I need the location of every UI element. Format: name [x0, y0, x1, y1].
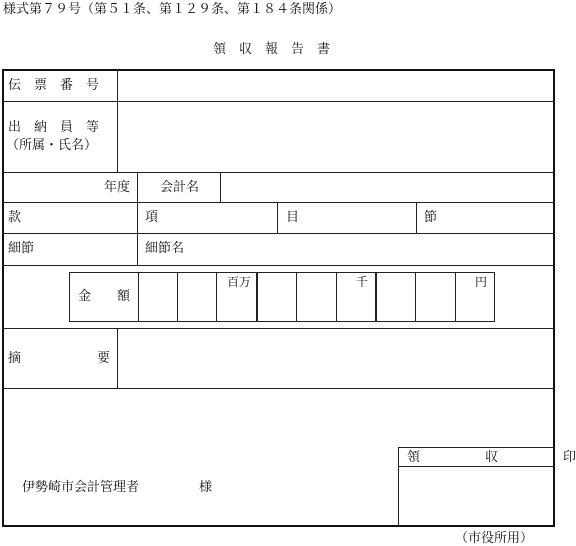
page-title: 領 収 報 告 書 — [213, 42, 331, 57]
form-number: 様式第７９号（第５１条、第１２９条、第１８４条関係） — [3, 2, 342, 17]
saisetsu-label: 細節 — [8, 241, 35, 256]
kou-label: 項 — [145, 210, 159, 225]
account-name-divider — [220, 172, 221, 202]
amount-group-divider — [256, 272, 258, 322]
row-divider — [2, 101, 555, 102]
saisetsu-name-label: 細節名 — [145, 241, 185, 256]
honorific-text: 様 — [199, 480, 213, 495]
row-divider — [2, 328, 555, 329]
fiscal-year-divider — [137, 172, 138, 202]
row-divider — [2, 202, 555, 203]
amount-digit-divider — [216, 272, 217, 322]
moku-label: 目 — [286, 210, 300, 225]
amount-digit-divider — [455, 272, 456, 322]
addressee-text: 伊勢崎市会計管理者 — [22, 480, 140, 495]
amount-digit-divider — [177, 272, 178, 322]
fiscal-year-label: 年度 — [104, 180, 131, 195]
summary-field[interactable] — [119, 330, 553, 387]
amount-digit-divider — [336, 272, 337, 322]
row-divider — [2, 388, 555, 389]
amount-digit-divider — [138, 272, 139, 322]
kou-divider — [277, 202, 278, 233]
seal-box-left — [398, 447, 399, 527]
payer-label-line2: （所属・氏名） — [6, 138, 98, 153]
amount-digit-divider — [296, 272, 297, 322]
account-name-field[interactable] — [222, 174, 553, 201]
row-divider — [2, 172, 555, 173]
kan-label: 款 — [8, 210, 22, 225]
slip-number-label: 伝 票 番 号 — [8, 78, 100, 93]
account-name-label: 会計名 — [160, 180, 200, 195]
summary-label-right: 要 — [97, 351, 111, 366]
seal-label: 領 収 印 — [407, 450, 576, 465]
seal-box-divider — [398, 466, 555, 467]
row-divider — [2, 265, 555, 266]
row-divider — [2, 233, 555, 234]
amount-digit-divider — [415, 272, 416, 322]
setsu-label: 節 — [424, 210, 438, 225]
label-column-divider — [117, 328, 118, 388]
unit-million-label: 百万 — [227, 275, 252, 289]
amount-box — [69, 272, 495, 322]
seal-area[interactable] — [400, 468, 553, 525]
summary-label-left: 摘 — [8, 351, 22, 366]
kan-divider — [137, 202, 138, 265]
unit-yen-label: 円 — [475, 275, 488, 289]
fiscal-year-field[interactable] — [4, 174, 100, 201]
usage-note: （市役所用） — [455, 531, 534, 546]
amount-label: 金 額 — [78, 289, 131, 304]
moku-divider — [416, 202, 417, 233]
amount-group-divider — [375, 272, 377, 322]
label-column-divider — [117, 69, 118, 172]
payer-label-line1: 出 納 員 等 — [8, 120, 100, 135]
payer-field[interactable] — [119, 103, 553, 171]
unit-thousand-label: 千 — [356, 275, 369, 289]
slip-number-field[interactable] — [119, 71, 553, 100]
seal-box-top — [398, 447, 555, 448]
